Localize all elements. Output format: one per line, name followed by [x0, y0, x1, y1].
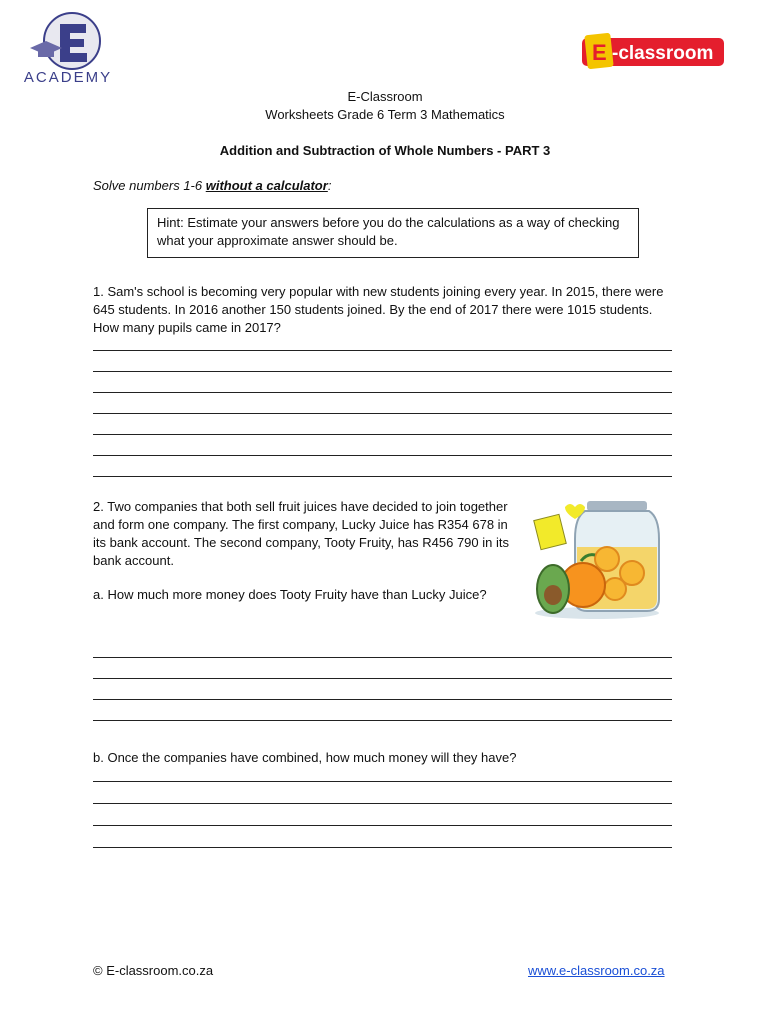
org-name: E-Classroom [347, 89, 423, 104]
fruit-juice-jar-icon [527, 497, 664, 621]
answer-line[interactable] [93, 699, 672, 700]
answer-line[interactable] [93, 781, 672, 782]
answer-line[interactable] [93, 413, 672, 414]
answer-line[interactable] [93, 678, 672, 679]
question-2: 2. Two companies that both sell fruit juices have decided to join together and form one company. The first company, Lucky Juice has R354 678 in its bank account. The second company, Tooty Fruity, has R456 790 in its bank account. [93, 499, 509, 568]
academy-logo-text: ACADEMY [23, 69, 113, 86]
answer-line[interactable] [93, 476, 672, 477]
question-1: 1. Sam's school is becoming very popular with new students joining every year. In 2015, there were 645 students. In 2016 another 150 students joined. By the end of 2017 there were 1015 students. How many pupils came in 2017? [93, 284, 664, 335]
answer-line[interactable] [93, 434, 672, 435]
worksheet-subtitle: Worksheets Grade 6 Term 3 Mathematics [265, 107, 505, 122]
hint-box: Hint: Estimate your answers before you do the calculations as a way of checking what your approximate answer should be. [147, 208, 639, 258]
footer-copyright: © E-classroom.co.za [93, 963, 214, 978]
svg-text:E: E [592, 40, 607, 65]
answer-lines-q2b[interactable] [93, 781, 672, 869]
question-2b: b. Once the companies have combined, how much money will they have? [93, 750, 517, 765]
answer-line[interactable] [93, 657, 672, 658]
e-classroom-logo [582, 32, 724, 70]
answer-lines-q1[interactable] [93, 350, 672, 497]
answer-line[interactable] [93, 847, 672, 848]
academy-logo [14, 8, 122, 86]
instructions-emphasis: without a calculator [205, 178, 328, 193]
answer-line[interactable] [93, 455, 672, 456]
footer-website-link[interactable]: www.e-classroom.co.za [528, 963, 665, 978]
answer-line[interactable] [93, 392, 672, 393]
answer-lines-q2a[interactable] [93, 657, 672, 741]
instructions [93, 178, 331, 193]
instructions-suffix: : [327, 178, 332, 193]
instructions-prefix: Solve numbers 1-6 [93, 178, 206, 193]
answer-line[interactable] [93, 371, 672, 372]
question-2a: a. How much more money does Tooty Fruity have than Lucky Juice? [93, 587, 487, 602]
worksheet-title: Addition and Subtraction of Whole Numbers - PART 3 [219, 143, 551, 158]
answer-line[interactable] [93, 803, 672, 804]
svg-text:-classroom: -classroom [612, 43, 714, 64]
answer-line[interactable] [93, 350, 672, 351]
answer-line[interactable] [93, 720, 672, 721]
answer-line[interactable] [93, 825, 672, 826]
